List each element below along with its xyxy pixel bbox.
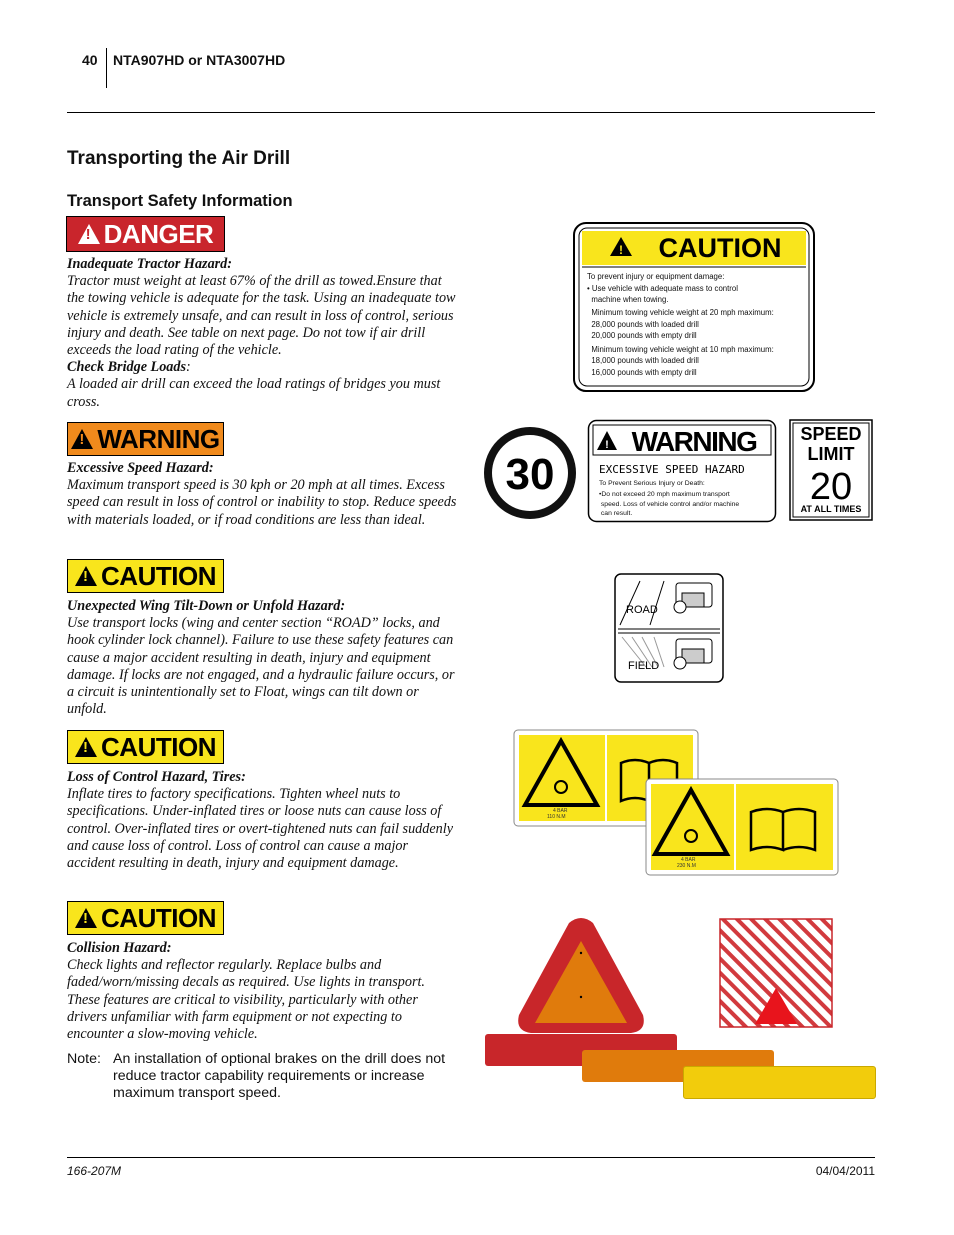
footer-date: 04/04/2011	[815, 1164, 875, 1178]
decal-line: 18,000 pounds with loaded drill	[587, 356, 699, 365]
signal-word: CAUTION	[101, 560, 216, 591]
hazard-text-wing	[67, 598, 459, 718]
tire-pressure: 4 BAR	[681, 857, 696, 863]
svg-text:!: !	[605, 439, 609, 451]
decal-line: 16,000 pounds with empty drill	[587, 368, 697, 377]
alert-triangle-icon	[75, 908, 97, 928]
alert-triangle-icon	[71, 429, 93, 449]
hazard-body: Use transport locks (wing and center section “ROAD” locks, and hook cylinder lock channel). Failure to use these safety features can cause a major accident resulting in death, injury and equipment damage. If locks are not engaged, and a hydraulic failure occurs, or a circuit is unintentionally set to Float, wings can tilt down or unfold.	[67, 615, 455, 718]
hazard-text-tires	[67, 769, 459, 872]
tire-pressure: 4 BAR	[553, 808, 568, 814]
decal-signal: CAUTION	[658, 233, 782, 263]
caution-tow-decal	[572, 221, 816, 393]
tire-decal-large	[645, 778, 839, 876]
tire-torque: 230 N.M	[677, 863, 696, 869]
signal-word: CAUTION	[101, 731, 216, 762]
speed-limit-line1: SPEED	[800, 424, 862, 444]
hazard-heading: Collision Hazard:	[67, 940, 172, 956]
alert-triangle-icon	[75, 566, 97, 586]
decal-line: machine when towing.	[587, 295, 669, 304]
signal-word: DANGER	[103, 218, 214, 249]
hazard-heading: Loss of Control Hazard, Tires:	[67, 769, 246, 785]
caution-signal	[67, 730, 224, 764]
caution-signal	[67, 559, 224, 593]
signal-word: CAUTION	[101, 902, 216, 933]
decal-line: •Do not exceed 20 mph maximum transport	[599, 491, 730, 498]
decal-line: 20,000 pounds with empty drill	[587, 331, 697, 340]
decal-line: • Use vehicle with adequate mass to control	[587, 284, 738, 293]
hazard-text-tractor	[67, 256, 459, 411]
signal-word: WARNING	[97, 423, 220, 454]
decal-line: can result.	[599, 510, 633, 517]
hazard-heading: Excessive Speed Hazard:	[67, 460, 214, 476]
hazard-body-2: A loaded air drill can exceed the load ratings of bridges you must cross.	[67, 376, 441, 410]
footer-rule	[67, 1157, 875, 1158]
speed-limit-value: 20	[809, 466, 853, 508]
tire-torque: 110 N.M	[547, 814, 566, 820]
header-rule	[67, 112, 875, 113]
striped-marking-panel	[719, 918, 833, 1028]
danger-signal	[67, 217, 224, 251]
hazard-body: Tractor must weight at least 67% of the drill as towed.Ensure that the towing vehicle is adequate for the task. Using an inadequate tow vehicle is extremely unsafe, and can result in loss of control, serious injury and death. See table on next page. Do not tow if air drill exceeds the load rating of the vehicle.	[67, 273, 456, 359]
decal-line: speed. Loss of vehicle control and/or machine	[599, 501, 740, 508]
hazard-body: Check lights and reflector regularly. Replace bulbs and faded/worn/missing decals as required. Use lights in transport. These features are critical to visibility, particularly with other drivers unfamiliar with farm equipment or not expecting to encounter a slow-moving vehicle.	[67, 957, 425, 1043]
yellow-reflector-strip	[683, 1066, 876, 1099]
hazard-body: Maximum transport speed is 30 kph or 20 mph at all times. Excess speed can result in loss of control or inability to stop. Reduce speeds with materials loaded, or if road conditions are less than ideal.	[67, 477, 457, 528]
smv-triangle-emblem	[515, 917, 647, 1035]
speed-limit-decal	[789, 419, 873, 521]
warning-signal	[67, 422, 224, 456]
decal-signal: WARNING	[631, 426, 757, 457]
speed-limit-line2: LIMIT	[807, 444, 855, 464]
speed-value: 30	[505, 450, 555, 499]
svg-text:!: !	[619, 243, 623, 257]
section-title: Transporting the Air Drill	[67, 148, 291, 169]
hazard-text-collision	[67, 940, 459, 1043]
hazard-subheading: Check Bridge Loads	[67, 359, 187, 376]
decal-line: To prevent injury or equipment damage:	[587, 272, 725, 281]
hazard-heading: Inadequate Tractor Hazard:	[67, 256, 232, 272]
note-label: Note:	[67, 1051, 101, 1067]
alert-triangle-icon	[75, 737, 97, 757]
decal-line: To Prevent Serious Injury or Death:	[599, 480, 705, 487]
decal-line: 28,000 pounds with loaded drill	[587, 320, 699, 329]
decal-line: Minimum towing vehicle weight at 10 mph maximum:	[587, 345, 774, 354]
decal-title: EXCESSIVE SPEED HAZARD	[599, 463, 745, 476]
alert-triangle-icon	[78, 224, 100, 244]
caution-signal	[67, 901, 224, 935]
warning-speed-decal	[587, 419, 777, 523]
header-title: NTA907HD or NTA3007HD	[113, 52, 286, 68]
speed-30-decal	[483, 426, 577, 520]
road-label: ROAD	[626, 604, 658, 616]
subsection-title: Transport Safety Information	[67, 192, 293, 210]
header-divider	[106, 48, 107, 88]
footer-doc-id: 166-207M	[67, 1164, 122, 1178]
hazard-text-speed	[67, 460, 459, 529]
page-number: 40	[82, 52, 98, 68]
note-text: An installation of optional brakes on the drill does not reduce tractor capability requirements or increase maximum transport speed.	[113, 1051, 446, 1101]
hazard-heading: Unexpected Wing Tilt-Down or Unfold Hazard:	[67, 598, 346, 614]
note	[67, 1051, 467, 1102]
subheading-colon: :	[186, 359, 191, 376]
speed-limit-line3: AT ALL TIMES	[800, 504, 862, 514]
road-field-decal	[614, 573, 724, 683]
field-label: FIELD	[628, 660, 660, 672]
hazard-body: Inflate tires to factory specifications. Tighten wheel nuts to specifications. Under-inflated tires or loose nuts can cause loss of control. Over-inflated tires or overt-tightened nuts can fail suddenly and cause loss of control. Loss of control can cause a major accident resulting in death, injury and equipment damage.	[67, 786, 453, 872]
decal-line: Minimum towing vehicle weight at 20 mph maximum:	[587, 308, 774, 317]
